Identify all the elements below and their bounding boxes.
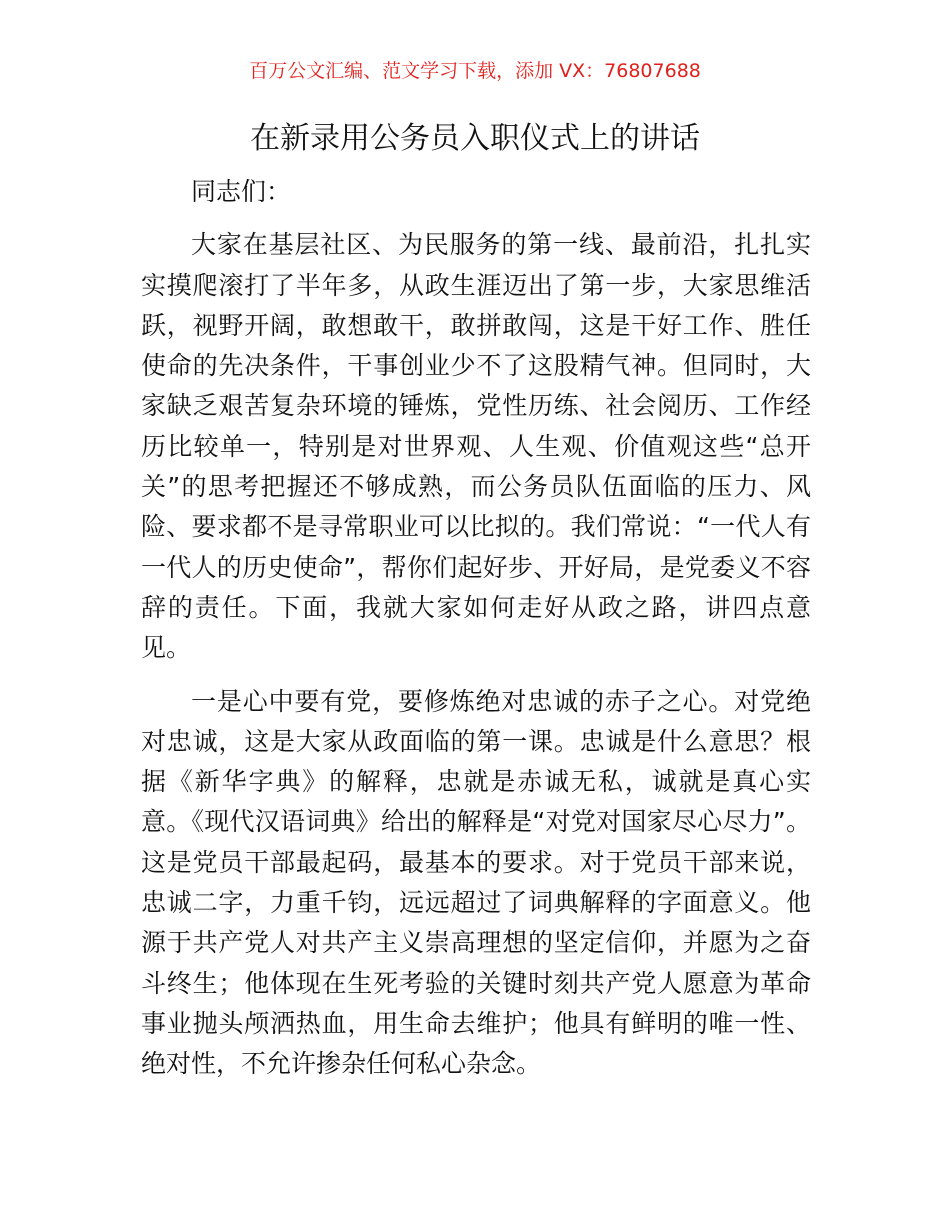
salutation: 同志们：: [191, 177, 292, 206]
document-title: 在新录用公务员入职仪式上的讲话: [250, 121, 700, 156]
header-banner: 百万公文汇编、范文学习下载，添加 VX：76807688: [249, 60, 701, 82]
document-body: [141, 172, 811, 1098]
paragraph-1: 大家在基层社区、为民服务的第一线、最前沿，扎扎实实摸爬滚打了半年多，从政生涯迈出了第一步，大家思维活跃，视野开阔，敢想敢干，敢拼敢闯，这是干好工作、胜任使命的先决条件，干事创业少不了这股精气神。但同时，大家缺乏艰苦复杂环境的锤炼，党性历练、社会阅历、工作经历比较单一，特别是对世界观、人生观、价值观这些“总开关”的思考把握还不够成熟，而公务员队伍面临的压力、风险、要求都不是寻常职业可以比拟的。我们常说：“一代人有一代人的历史使命”，帮你们起好步、开好局，是党委义不容辞的责任。下面，我就大家如何走好从政之路，讲四点意见。: [141, 230, 811, 663]
paragraph-2: 一是心中要有党，要修炼绝对忠诚的赤子之心。对党绝对忠诚，这是大家从政面临的第一课。忠诚是什么意思？根据《新华字典》的解释，忠就是赤诚无私，诚就是真心实意。《现代汉语词典》给出的解释是“对党对国家尽心尽力”。这是党员干部最起码，最基本的要求。对于党员干部来说，忠诚二字，力重千钧，远远超过了词典解释的字面意义。他源于共产党人对共产主义崇高理想的坚定信仰，并愿为之奋斗终生；他体现在生死考验的关键时刻共产党人愿意为革命事业抛头颅洒热血，用生命去维护；他具有鲜明的唯一性、绝对性，不允许掺杂任何私心杂念。: [141, 686, 811, 1079]
